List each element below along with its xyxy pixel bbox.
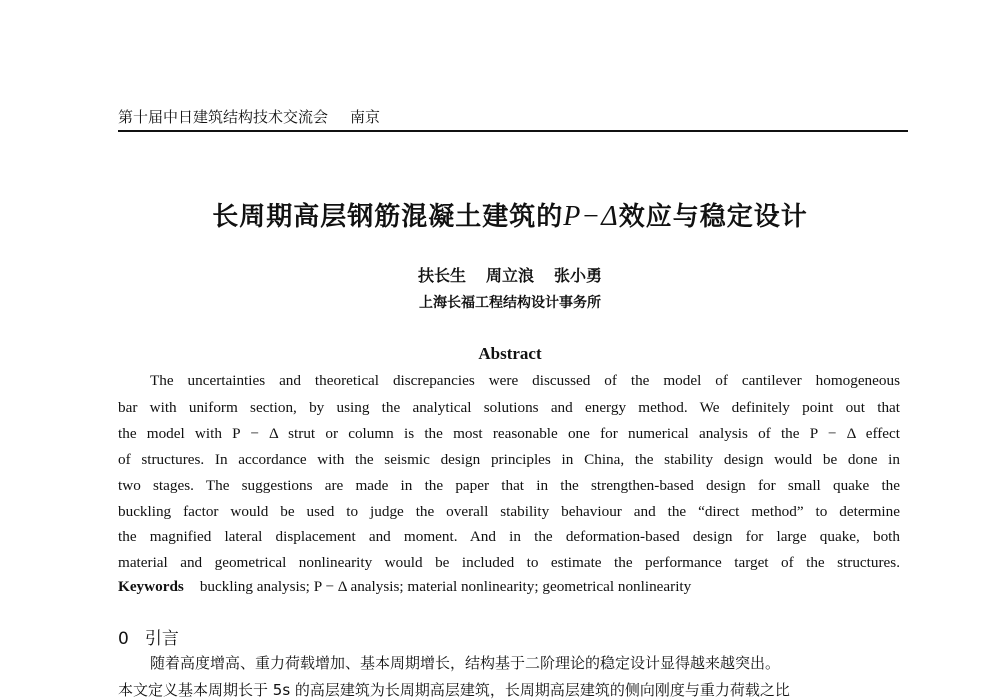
authors [0,263,1000,286]
affiliation: 上海长福工程结构设计事务所 [419,295,601,311]
keywords [118,578,691,596]
section-title: 引言 [144,629,179,649]
title-symbol: P−Δ [563,201,619,232]
conference-name: 第十届中日建筑结构技术交流会 [118,108,329,126]
title-part: 效应与稳定设计 [618,202,808,232]
body-line: 随着高度增高、重力荷载增加、基本周期增长，结构基于二阶理论的稳定设计显得越来越突出。 [150,654,781,672]
author: 张小勇 [554,266,603,285]
conference-city: 南京 [350,108,381,126]
header-rule [118,130,908,132]
abstract-line: bar with uniform section, by using the analytical solutions and energy method. We definitely point out that [118,399,900,416]
abstract-line: two stages. The suggestions are made in the paper that in the strengthen-based design for small quake the [118,477,900,494]
section-heading [118,624,179,649]
abstract-heading: Abstract [478,344,542,363]
abstract-line: material and geometrical nonlinearity would be included to estimate the performance target of the structures. [118,554,900,571]
author: 周立浪 [485,266,534,285]
abstract-line: the model with P − Δ strut or column is the most reasonable one for numerical analysis of the P − Δ effect [118,425,900,442]
section-number: 0 [118,629,129,649]
abstract-line: of structures. In accordance with the seismic design principles in China, the stability design would be done in [118,451,900,468]
keywords-label: Keywords [118,578,184,595]
abstract-line: buckling factor would be used to judge the overall stability behaviour and the “direct method” to determine [118,503,900,520]
abstract-line: The uncertainties and theoretical discrepancies were discussed of the model of cantilever homogeneous [150,372,900,389]
title-part: 长周期高层钢筋混凝土建筑的 [212,202,564,232]
author: 扶长生 [417,266,466,285]
abstract-line: the magnified lateral displacement and moment. And in the deformation-based design for large quake, both [118,528,900,545]
body-line: 本文定义基本周期长于 5s 的高层建筑为长周期高层建筑，长周期高层建筑的侧向刚度与重力荷载之比 [118,681,790,699]
running-header [118,106,380,127]
paper-title [0,196,1000,233]
keywords-text: buckling analysis; P − Δ analysis; material nonlinearity; geometrical nonlinearity [199,578,692,595]
